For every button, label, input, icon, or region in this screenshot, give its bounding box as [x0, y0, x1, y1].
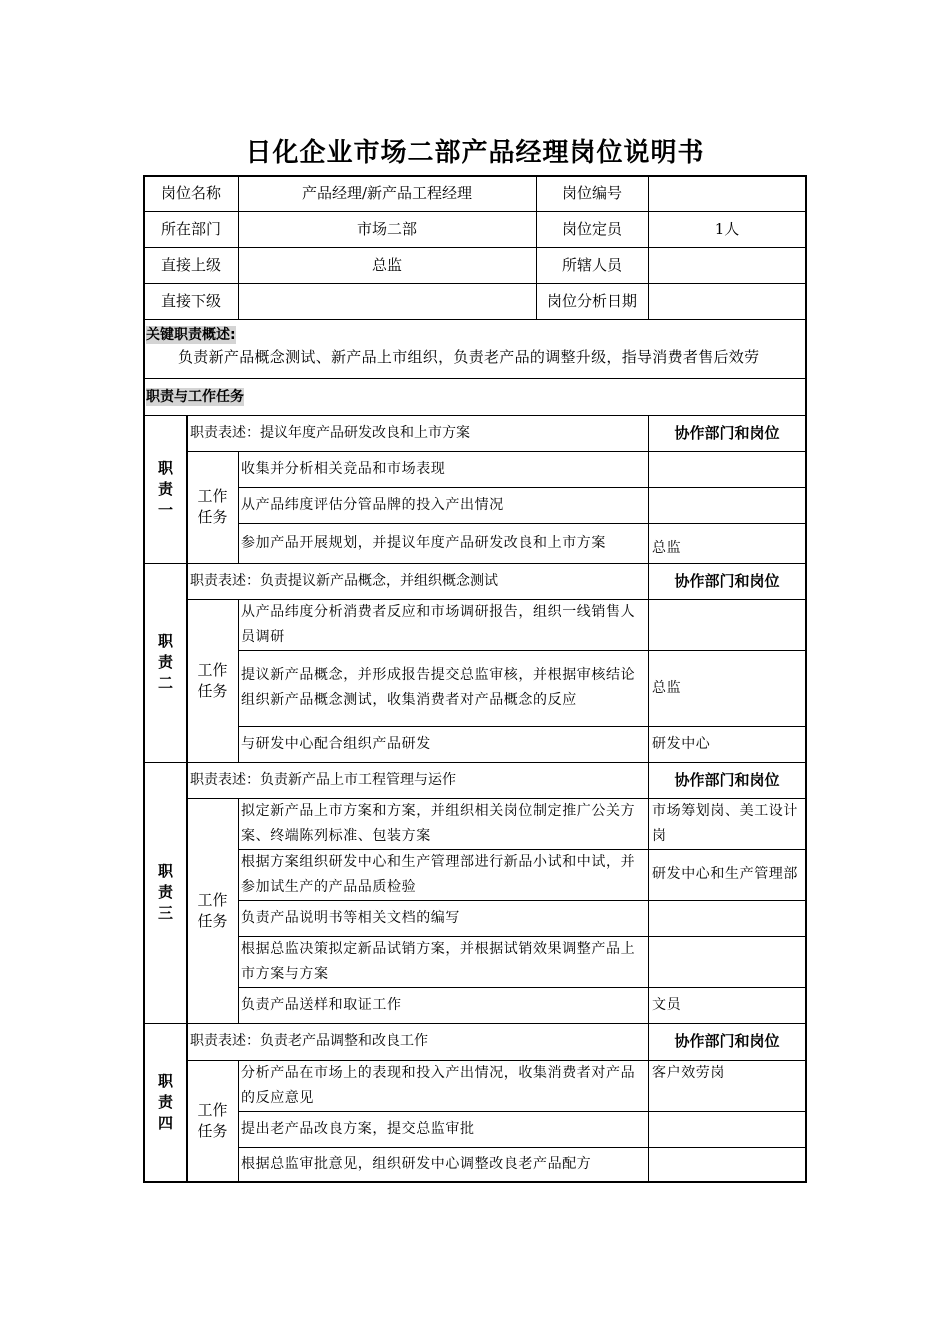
subordinates-value	[648, 247, 806, 283]
duty-3-task-1: 拟定新产品上市方案和方案，并组织相关岗位制定推广公关方案、终端陈列标准、包装方案	[241, 802, 636, 844]
duty-3-task-2: 根据方案组织研发中心和生产管理部进行新品小试和中试，并参加试生产的产品品质检验	[241, 853, 636, 895]
duty-3-task-4: 根据总监决策拟定新品试销方案，并根据试销效果调整产品上市方案与方案	[241, 940, 636, 982]
h-line	[238, 487, 806, 488]
h-line	[238, 987, 806, 988]
duty-3-coop-header: 协作部门和岗位	[674, 770, 780, 789]
duty-2-name: 职责二	[157, 632, 173, 692]
duty-3-task-5-dept: 文员	[652, 996, 682, 1013]
duty-2-statement: 职责表述：负责提议新产品概念，并组织概念测试	[190, 572, 498, 589]
duty-3-task-5: 负责产品送样和取证工作	[241, 996, 402, 1013]
h-line	[238, 726, 806, 727]
h-line	[144, 247, 806, 248]
quota-label: 岗位定员	[561, 219, 622, 238]
duty-4-statement: 职责表述：负责老产品调整和改良工作	[190, 1033, 428, 1049]
h-line	[144, 1023, 806, 1024]
h-line	[187, 599, 806, 600]
duty-2-task-1: 从产品纬度分析消费者反应和市场调研报告，组织一线销售人员调研	[241, 603, 636, 645]
v-line	[648, 176, 649, 319]
h-line	[238, 650, 806, 651]
direct-lower-value	[238, 283, 536, 319]
duty-1-task-2: 从产品纬度评估分管品牌的投入产出情况	[241, 496, 504, 513]
document-title: 日化企业市场二部产品经理岗位说明书	[245, 138, 705, 168]
department-label: 所在部门	[160, 219, 221, 238]
duties-header: 职责与工作任务	[146, 388, 244, 405]
position-code-label: 岗位编号	[561, 184, 622, 202]
duty-2-task-label-cell	[187, 599, 238, 762]
duty-1-statement: 职责表述：提议年度产品研发改良和上市方案	[190, 424, 470, 441]
v-line	[238, 176, 239, 319]
duty-3-task-4-dept	[648, 936, 806, 987]
duty-1-name: 职责一	[157, 458, 173, 519]
duty-1-task-3: 参加产品开展规划，并提议年度产品研发改良和上市方案	[241, 535, 606, 551]
duty-2-coop-header: 协作部门和岗位	[674, 571, 780, 590]
duty-1-task-label: 工作任务	[197, 487, 228, 526]
duty-3-statement: 职责表述：负责新产品上市工程管理与运作	[190, 771, 456, 788]
v-line	[648, 415, 649, 1182]
duty-1-task-2-dept	[648, 487, 806, 523]
h-line	[238, 523, 806, 524]
duty-2-task-3-dept: 研发中心	[652, 735, 711, 752]
duty-2-task-3: 与研发中心配合组织产品研发	[241, 735, 431, 752]
v-line	[186, 415, 188, 1182]
duty-3-task-2-dept: 研发中心和生产管理部	[652, 866, 798, 882]
border-top	[143, 175, 807, 177]
v-line	[536, 176, 537, 319]
duty-4-title	[144, 1023, 187, 1182]
duty-4-task-3: 根据总监审批意见，组织研发中心调整改良老产品配方	[241, 1156, 592, 1172]
duty-2-title	[144, 563, 187, 762]
duty-4-task-label-cell	[187, 1060, 238, 1182]
duty-3-task-3-dept	[648, 900, 806, 936]
duty-4-task-label: 工作任务	[197, 1101, 228, 1140]
h-line	[144, 378, 806, 379]
border-bottom	[143, 1181, 807, 1183]
h-line	[187, 798, 806, 799]
direct-lower-label: 直接下级	[160, 291, 221, 310]
duty-4-task-2-dept	[648, 1111, 806, 1147]
duty-4-task-1: 分析产品在市场上的表现和投入产出情况，收集消费者对产品的反应意见	[241, 1064, 636, 1106]
department-value: 市场二部	[356, 219, 417, 238]
duty-1-task-3-dept: 总监	[652, 540, 682, 556]
duty-2-task-1-dept	[648, 599, 806, 650]
duty-3-task-label: 工作任务	[197, 890, 228, 930]
duty-3-task-3: 负责产品说明书等相关文档的编写	[241, 909, 460, 926]
duties-header-row	[144, 378, 806, 415]
h-line	[187, 451, 806, 452]
v-line	[238, 798, 239, 1023]
duty-3-task-1-dept: 市场筹划岗、美工设计岗	[652, 802, 798, 844]
duty-1-task-label-cell	[187, 451, 238, 563]
border-left	[143, 175, 145, 1183]
duty-3-name: 职责三	[157, 862, 173, 922]
position-name-value: 产品经理/新产品工程经理	[301, 184, 473, 202]
h-line	[144, 283, 806, 284]
h-line	[144, 762, 806, 763]
duty-2-task-label: 工作任务	[197, 660, 228, 700]
h-line	[144, 415, 806, 416]
v-line	[238, 451, 239, 563]
duty-4-task-1-dept: 客户效劳岗	[652, 1065, 725, 1081]
summary-section	[144, 319, 806, 378]
subordinates-label: 所辖人员	[561, 255, 622, 274]
v-line	[238, 1060, 239, 1182]
duty-2-task-2: 提议新产品概念，并形成报告提交总监审核，并根据审核结论组织新产品概念测试，收集消费者对产品概念的反应	[241, 667, 636, 708]
h-line	[238, 1147, 806, 1148]
position-code-value	[648, 176, 806, 211]
analysis-date-label: 岗位分析日期	[546, 291, 637, 310]
duty-4-task-3-dept	[648, 1147, 806, 1182]
duty-4-coop-header: 协作部门和岗位	[674, 1032, 780, 1050]
analysis-date-value	[648, 283, 806, 319]
summary-text: 负责新产品概念测试、新产品上市组织，负责老产品的调整升级，指导消费者售后效劳	[178, 348, 760, 366]
border-right	[805, 175, 807, 1183]
h-line	[144, 319, 806, 320]
duty-4-name: 职责四	[157, 1072, 173, 1132]
superior-value: 总监	[371, 255, 402, 274]
h-line	[187, 1060, 806, 1061]
h-line	[238, 936, 806, 937]
h-line	[238, 849, 806, 850]
h-line	[238, 1111, 806, 1112]
v-line	[238, 599, 239, 762]
duty-1-task-1-dept	[648, 451, 806, 487]
duty-1-coop-header: 协作部门和岗位	[674, 423, 780, 442]
h-line	[144, 563, 806, 564]
quota-value: 1人	[714, 219, 740, 238]
duty-2-task-2-dept: 总监	[652, 679, 682, 696]
duty-4-task-2: 提出老产品改良方案，提交总监审批	[241, 1120, 475, 1137]
position-name-label: 岗位名称	[160, 184, 221, 202]
summary-label: 关键职责概述:	[146, 327, 236, 343]
duty-3-task-label-cell	[187, 798, 238, 1023]
duty-1-task-1: 收集并分析相关竞品和市场表现	[241, 460, 446, 477]
duty-3-title	[144, 762, 187, 1023]
h-line	[144, 211, 806, 212]
superior-label: 直接上级	[160, 255, 221, 274]
duty-1-title	[144, 415, 187, 563]
h-line	[238, 900, 806, 901]
